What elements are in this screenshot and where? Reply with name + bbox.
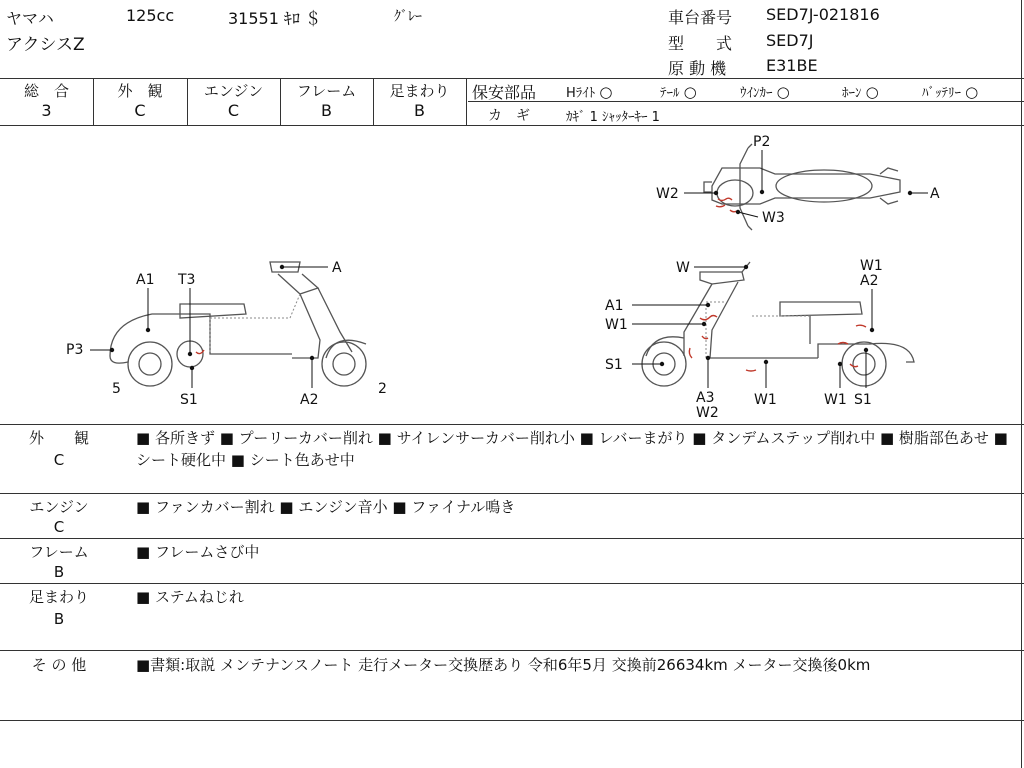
- model-name: アクシスZ: [6, 35, 85, 55]
- grade-value: 3: [41, 101, 52, 120]
- remark-grade: B: [53, 610, 65, 628]
- type-label: 型 式: [668, 34, 733, 53]
- color: ｸﾞﾚｰ: [394, 9, 422, 25]
- divider: [0, 424, 1024, 425]
- remark-grade: C: [53, 451, 65, 469]
- remark-text: ■ フレームさび中: [136, 543, 260, 561]
- safety-item-tail: [660, 82, 697, 101]
- grade-value: C: [134, 101, 146, 120]
- label-w1-left: W1: [605, 317, 628, 333]
- divider: [0, 538, 1024, 539]
- grade-label: フレーム: [296, 82, 357, 100]
- safety-item-mark: ○: [865, 83, 879, 101]
- label-a1: A1: [605, 298, 624, 314]
- label-2: 2: [378, 381, 387, 397]
- label-a2: A2: [300, 392, 319, 408]
- grade-label: 総 合: [23, 82, 69, 100]
- remark-category: 外 観: [28, 429, 89, 447]
- label-w1-rear: W1: [824, 392, 847, 408]
- divider: [0, 650, 1024, 651]
- label-a2: A2: [860, 273, 879, 289]
- safety-item-mark: ○: [599, 83, 613, 101]
- displacement: 125cc: [126, 6, 175, 25]
- mileage: 31551 ｷﾛ ＄: [228, 9, 322, 28]
- label-a1: A1: [136, 272, 155, 288]
- remark-category: 足まわり: [28, 588, 89, 606]
- key-label: カ ギ: [488, 108, 530, 124]
- remark-text: ■書類:取説 メンテナンスノート 走行メーター交換歴あり 令和6年5月 交換前26634km メーター交換後0km: [136, 656, 871, 674]
- safety-item-winker: [740, 82, 790, 101]
- label-w1-top: W1: [860, 258, 883, 274]
- label-s1: S1: [180, 392, 198, 408]
- engine-value: E31BE: [766, 56, 818, 75]
- key-value: ｶｷﾞ 1 ｼｬｯﾀｰｷｰ 1: [566, 110, 660, 125]
- divider: [0, 720, 1024, 721]
- label-w2: W2: [696, 405, 719, 421]
- divider: [0, 493, 1024, 494]
- grade-label: 外 観: [117, 82, 163, 100]
- safety-item-mark: ○: [965, 83, 979, 101]
- remark-category: エンジン: [29, 498, 89, 516]
- label-5: 5: [112, 381, 121, 397]
- maker: ヤマハ: [6, 9, 54, 28]
- label-p3: P3: [66, 342, 84, 358]
- grade-label: 足まわり: [389, 82, 450, 100]
- label-w: W: [676, 260, 690, 276]
- label-s1-left: S1: [605, 357, 623, 373]
- label-s1-rear: S1: [854, 392, 872, 408]
- remark-category: フレーム: [29, 543, 89, 561]
- frame-no-label: 車台番号: [668, 8, 733, 27]
- remark-grade: B: [53, 563, 65, 581]
- label-t3: T3: [178, 272, 196, 288]
- type-value: SED7J: [766, 31, 814, 50]
- grade-value: B: [414, 101, 425, 120]
- grade-value: B: [321, 101, 332, 120]
- label-a: A: [332, 260, 342, 276]
- grade-value: C: [227, 101, 240, 120]
- safety-item-horn: [842, 82, 879, 101]
- remark-text: ■ ファンカバー割れ ■ エンジン音小 ■ ファイナル鳴き: [136, 498, 516, 516]
- remark-text: ■ ステムねじれ: [136, 588, 244, 606]
- label-p2: P2: [753, 134, 771, 150]
- engine-label: 原 動 機: [668, 59, 727, 78]
- scooter-top-view: [704, 144, 900, 230]
- divider: [468, 101, 1024, 102]
- grade-label: エンジン: [203, 82, 264, 100]
- damage-diagram: [0, 126, 1024, 424]
- safety-item-label: ﾃｰﾙ: [660, 86, 680, 101]
- divider: [0, 583, 1024, 584]
- safety-item-battery: [922, 82, 978, 101]
- safety-item-mark: ○: [683, 83, 697, 101]
- label-a3: A3: [696, 390, 715, 406]
- safety-item-label: ﾊﾞｯﾃﾘｰ: [922, 86, 961, 101]
- right-view-labels: [605, 258, 883, 421]
- label-w1-bottom: W1: [754, 392, 777, 408]
- safety-item-mark: ○: [776, 83, 790, 101]
- label-a: A: [930, 186, 940, 202]
- remark-grade: C: [53, 518, 65, 536]
- label-w3: W3: [762, 210, 785, 226]
- safety-item-label: Hﾗｲﾄ: [566, 86, 596, 101]
- divider: [0, 78, 1024, 79]
- frame-no: SED7J-021816: [766, 5, 880, 24]
- divider: [466, 78, 467, 125]
- label-w2: W2: [656, 186, 679, 202]
- remark-category: そ の 他: [31, 656, 87, 674]
- safety-item-label: ﾎｰﾝ: [842, 86, 862, 101]
- safety-item-headlight: [566, 82, 613, 101]
- safety-item-label: ｳｲﾝｶｰ: [740, 86, 773, 101]
- safety-title: 保安部品: [472, 83, 537, 102]
- remark-text: ■ 各所きず ■ プーリーカバー削れ ■ サイレンサーカバー削れ小 ■ レバーまがり ■ タンデムステップ削れ中 ■ 樹脂部色あせ ■ シート硬化中 ■ シート色あせ中: [136, 429, 1008, 469]
